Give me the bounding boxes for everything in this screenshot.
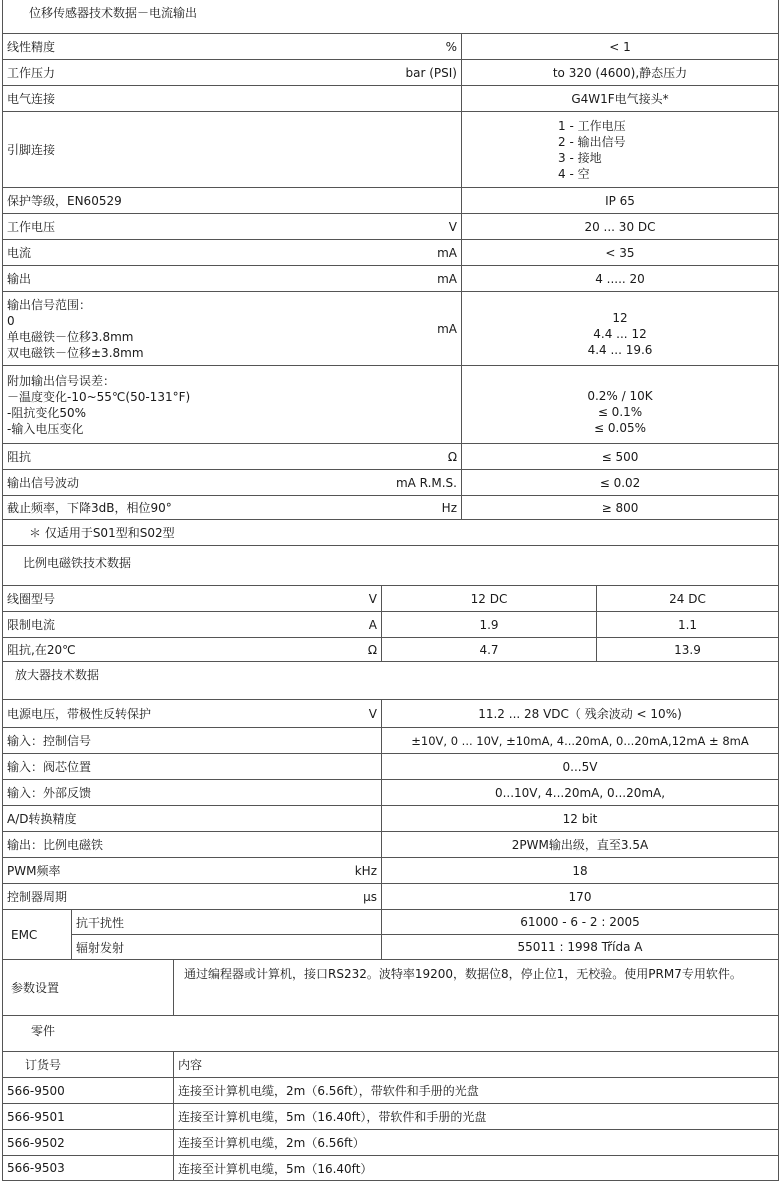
table-row <box>3 884 778 910</box>
label-line: -阻抗变化50% <box>7 405 87 420</box>
spec-label: 输入：外部反馈 <box>7 786 92 800</box>
spec-value: 24 DC <box>596 586 778 611</box>
spec-label: 线圈型号 <box>7 592 56 606</box>
table-row <box>3 366 778 444</box>
spec-unit: V <box>368 706 377 721</box>
value-line: 4.4 ... 12 <box>593 326 647 341</box>
spec-label: 输出：比例电磁铁 <box>7 838 104 852</box>
table-row <box>3 700 778 728</box>
spec-unit: mA <box>437 321 457 336</box>
value-line: ≤ 0.05% <box>594 420 646 435</box>
emc-block <box>3 910 778 960</box>
table-row <box>3 586 778 612</box>
part-desc: 连接至计算机电缆，2m（6.56ft） <box>173 1130 778 1155</box>
spec-unit <box>303 86 461 111</box>
spec-label: 电气连接 <box>7 92 56 106</box>
spec-value-multiline <box>461 366 778 443</box>
table-row <box>3 60 778 86</box>
parts-section-title: 零件 <box>31 1024 56 1038</box>
spec-label: 输出信号波动 <box>7 476 80 490</box>
pin-item: 4 - 空 <box>558 166 590 181</box>
spec-value: to 320 (4600),静态压力 <box>461 60 778 85</box>
spec-label: 电源电压，带极性反转保护 <box>7 707 152 721</box>
spec-label: 引脚连接 <box>7 143 56 157</box>
label-line: -输入电压变化 <box>7 421 84 436</box>
spec-value: 20 ... 30 DC <box>461 214 778 239</box>
params-label: 参数设置 <box>11 981 60 995</box>
spec-label: PWM频率 <box>7 864 61 878</box>
parts-section-title-row <box>3 1016 778 1052</box>
spec-value: 11.2 ... 28 VDC（ 残余波动 < 10%) <box>381 700 778 727</box>
spec-label: A/D转换精度 <box>7 812 77 826</box>
spec-value: 2PWM输出级，直至3.5A <box>381 832 778 857</box>
spec-label: 阻抗 <box>7 450 32 464</box>
table-row <box>3 1156 778 1181</box>
spec-value: 0...5V <box>381 754 778 779</box>
spec-value: 18 <box>381 858 778 883</box>
spec-value: < 1 <box>461 34 778 59</box>
spec-value: G4W1F电气接头* <box>461 86 778 111</box>
label-line: 附加输出信号误差： <box>7 373 116 388</box>
table-row <box>3 470 778 496</box>
spec-label: 输出 <box>7 272 32 286</box>
value-line: ≤ 0.1% <box>597 404 643 419</box>
spec-unit: kHz <box>354 863 377 878</box>
spec-label: 输入：控制信号 <box>7 734 92 748</box>
table-row <box>3 496 778 520</box>
params-block <box>3 960 778 1016</box>
spec-sheet <box>2 0 779 1181</box>
table-row <box>3 1104 778 1130</box>
table-row <box>3 638 778 662</box>
solenoid-section-title-row <box>3 546 778 586</box>
pin-list <box>461 112 778 187</box>
spec-value: ≥ 800 <box>461 496 778 519</box>
value-line: 12 <box>612 310 628 325</box>
spec-value: 0...10V, 4...20mA, 0...20mA, <box>381 780 778 805</box>
spec-label: 阻抗,在20℃ <box>7 643 76 657</box>
label-line: 单电磁铁－位移3.8mm <box>7 329 134 344</box>
pin-item: 1 - 工作电压 <box>558 118 626 133</box>
spec-label: 控制器周期 <box>7 890 68 904</box>
spec-label: 保护等级，EN60529 <box>7 194 122 208</box>
table-row <box>3 1078 778 1104</box>
spec-value: 1.1 <box>596 612 778 637</box>
spec-label: 工作电压 <box>7 220 56 234</box>
emc-value: 55011 : 1998 Třída A <box>381 935 778 959</box>
parts-header-desc: 内容 <box>173 1052 778 1077</box>
spec-label: 截止频率，下降3dB，相位90° <box>7 501 172 515</box>
part-desc: 连接至计算机电缆，5m（16.40ft），带软件和手册的光盘 <box>173 1104 778 1129</box>
footnote-row <box>3 520 778 546</box>
spec-label: 输入：阀芯位置 <box>7 760 92 774</box>
part-code: 566-9502 <box>7 1135 65 1150</box>
spec-value: ±10V, 0 ... 10V, ±10mA, 4...20mA, 0...20mA,12mA ± 8mA <box>381 728 778 753</box>
part-desc: 连接至计算机电缆，2m（6.56ft），带软件和手册的光盘 <box>173 1078 778 1103</box>
emc-sub-label: 辐射发射 <box>71 935 381 959</box>
spec-value: 4 ..... 20 <box>461 266 778 291</box>
emc-value: 61000 - 6 - 2 : 2005 <box>381 910 778 935</box>
spec-unit: Ω <box>367 642 377 657</box>
table-row <box>3 728 778 754</box>
table-row <box>3 806 778 832</box>
part-desc: 连接至计算机电缆，5m（16.40ft） <box>173 1156 778 1180</box>
spec-value-multiline <box>461 292 778 365</box>
pin-item: 2 - 输出信号 <box>558 134 626 149</box>
spec-unit: mA <box>437 271 457 286</box>
table-row <box>3 240 778 266</box>
spec-value: 12 bit <box>381 806 778 831</box>
emc-sub-label: 抗干扰性 <box>71 910 381 935</box>
sensor-section-title-row <box>3 0 778 34</box>
table-row <box>3 858 778 884</box>
table-row <box>3 780 778 806</box>
value-line: 0.2% / 10K <box>587 388 653 403</box>
spec-unit: V <box>448 219 457 234</box>
spec-label: 限制电流 <box>7 618 56 632</box>
table-row <box>3 444 778 470</box>
table-row <box>3 34 778 60</box>
spec-unit: μs <box>363 889 377 904</box>
spec-unit: Ω <box>447 449 457 464</box>
label-line: 0 <box>7 313 15 328</box>
label-line: －温度变化-10~55℃(50-131°F) <box>7 389 191 404</box>
part-code: 566-9500 <box>7 1083 65 1098</box>
spec-unit: Hz <box>441 500 457 515</box>
spec-unit: % <box>445 39 457 54</box>
spec-unit: A <box>368 617 377 632</box>
spec-label-multiline <box>3 366 303 443</box>
table-row <box>3 292 778 366</box>
solenoid-section-title: 比例电磁铁技术数据 <box>23 556 132 570</box>
amplifier-section-title: 放大器技术数据 <box>15 668 100 682</box>
parts-header-code: 订货号 <box>25 1058 62 1072</box>
label-line: 输出信号范围： <box>7 297 92 312</box>
amplifier-section-title-row <box>3 662 778 700</box>
spec-label: 电流 <box>7 246 32 260</box>
label-line: 双电磁铁－位移±3.8mm <box>7 345 144 360</box>
spec-value: 4.7 <box>381 638 596 661</box>
part-code: 566-9503 <box>7 1161 65 1175</box>
spec-value: 12 DC <box>381 586 596 611</box>
table-row <box>3 112 778 188</box>
spec-label: 工作压力 <box>7 66 56 80</box>
table-row <box>3 86 778 112</box>
table-row <box>3 832 778 858</box>
parts-header-row <box>3 1052 778 1078</box>
spec-unit: V <box>368 591 377 606</box>
spec-unit: mA <box>437 245 457 260</box>
value-line: 4.4 ... 19.6 <box>587 342 653 357</box>
table-row <box>3 612 778 638</box>
table-row <box>3 214 778 240</box>
spec-value: 170 <box>381 884 778 909</box>
pin-item: 3 - 接地 <box>558 150 602 165</box>
spec-value: 13.9 <box>596 638 778 661</box>
footnote: ＊ 仅适用于S01型和S02型 <box>29 526 175 540</box>
table-row <box>3 188 778 214</box>
spec-label-multiline <box>3 292 303 365</box>
table-row <box>3 754 778 780</box>
spec-value: < 35 <box>461 240 778 265</box>
spec-unit: bar (PSI) <box>405 65 457 80</box>
spec-value: ≤ 0.02 <box>461 470 778 495</box>
sensor-section-title: 位移传感器技术数据－电流输出 <box>29 6 198 20</box>
part-code: 566-9501 <box>7 1109 65 1124</box>
table-row <box>3 1130 778 1156</box>
spec-unit: mA R.M.S. <box>395 475 457 490</box>
emc-label: EMC <box>11 927 38 942</box>
table-row <box>3 266 778 292</box>
spec-value: ≤ 500 <box>461 444 778 469</box>
params-text: 通过编程器或计算机，接口RS232。波特率19200，数据位8，停止位1，无校验。使用PRM7专用软件。 <box>173 960 778 1015</box>
spec-label: 线性精度 <box>7 40 56 54</box>
spec-value: 1.9 <box>381 612 596 637</box>
spec-value: IP 65 <box>461 188 778 213</box>
